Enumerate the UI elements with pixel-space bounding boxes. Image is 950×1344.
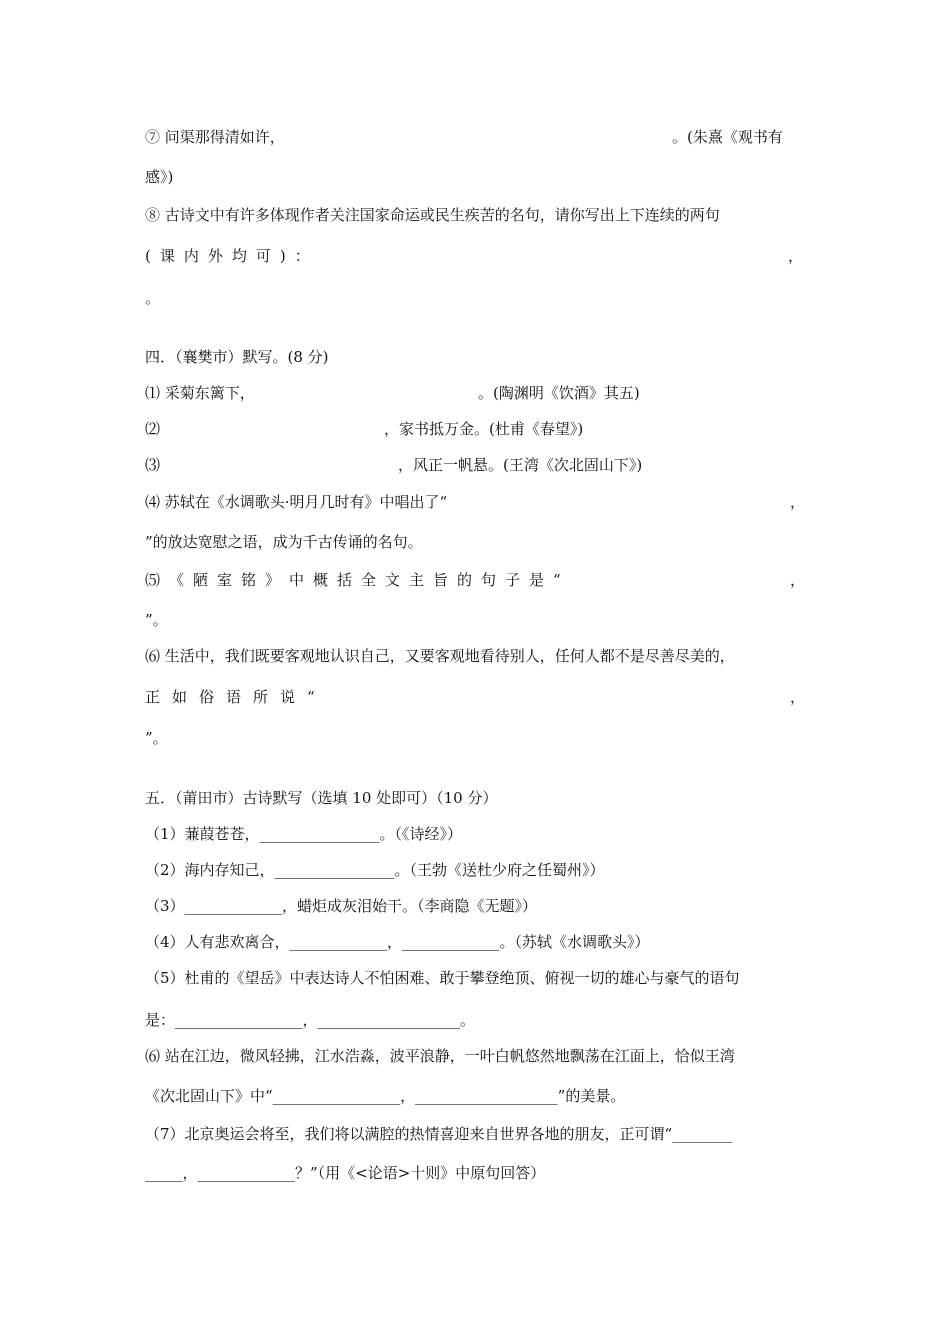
p3-q7-line: ⑦ 问渠那得清如许， <box>145 128 285 146</box>
p4-item4-cont: ”的放达宽慰之语，成为千古传诵的名句。 <box>145 533 423 551</box>
p4-item6-end: ”。 <box>145 729 168 747</box>
p4-item2-source: ，家书抵万金。(杜甫《春望》) <box>384 420 584 438</box>
p5-item4: （4）人有悲欢离合，_____________，_____________。（苏轼《水调歌头》） <box>145 933 650 951</box>
p4-item6: ⑹ 生活中，我们既要客观地认识自己，又要客观地看待别人，任何人都不是尽善尽美的， <box>145 647 735 665</box>
p3-q7-source-end: 感》) <box>145 168 174 186</box>
p4-item4: ⑷ 苏轼在《水调歌头·明月几时有》中唱出了“ <box>145 493 448 511</box>
p4-item5-comma: ， <box>790 571 806 589</box>
p4-item5: ⑸《陋室铭》中概括全文主旨的句子是“ <box>145 571 570 589</box>
p5-item6: ⑹ 站在江边，微风轻拂，江水浩淼，波平浪静，一叶白帆悠然地飘荡在江面上，恰似王湾 <box>145 1047 735 1065</box>
part5-heading: 五．（莆田市）古诗默写（选填 10 处即可）（10 分） <box>145 789 498 807</box>
p5-item2: （2）海内存知己，________________。（王勃《送杜少府之任蜀州》） <box>145 861 605 879</box>
p4-item3: ⑶ <box>145 456 161 474</box>
part4-heading: 四．（襄樊市）默写。(8 分) <box>145 348 329 366</box>
p5-item1: （1）蒹葭苍苍，________________。（《诗经》） <box>145 825 463 843</box>
p3-q8-end: 。 <box>145 289 161 307</box>
p4-item6-cont: 正如俗语所说“ <box>145 688 327 706</box>
p5-item7: （7）北京奥运会将至，我们将以满腔的热情喜迎来自世界各地的朋友，正可谓“________ <box>145 1125 733 1143</box>
p3-q8-comma: ， <box>788 247 804 265</box>
p3-q8-line: ⑧ 古诗文中有许多体现作者关注国家命运或民生疾苦的名句，请你写出上下连续的两句 <box>145 206 720 224</box>
p4-item1-source: 。(陶渊明《饮酒》其五) <box>478 384 640 402</box>
p5-item7-cont: _____，_____________？”（用《<论语>十则》中原句回答） <box>145 1164 546 1182</box>
p4-item1: ⑴ 采菊东篱下， <box>145 384 255 402</box>
p4-item5-cont: ”。 <box>145 611 168 629</box>
p5-item3: （3）_____________，蜡炬成灰泪始干。（李商隐《无题》） <box>145 897 538 915</box>
p3-q8-note: (课内外均可)： <box>145 247 319 265</box>
p5-item5: （5）杜甫的《望岳》中表达诗人不怕困难、敢于攀登绝顶、俯视一切的雄心与豪气的语句 <box>145 969 740 987</box>
p4-item2: ⑵ <box>145 420 161 438</box>
p4-item6-comma: ， <box>790 688 806 706</box>
p4-item4-comma: ， <box>790 493 806 511</box>
p4-item3-source: ，风正一帆悬。(王湾《次北固山下》) <box>398 456 643 474</box>
p5-item6-cont: 《次北固山下》中“_________________，___________________”的美景。 <box>145 1087 626 1105</box>
p5-item5-cont: 是：_________________，___________________。 <box>145 1011 476 1029</box>
p3-q7-source: 。(朱熹《观书有 <box>672 128 783 146</box>
